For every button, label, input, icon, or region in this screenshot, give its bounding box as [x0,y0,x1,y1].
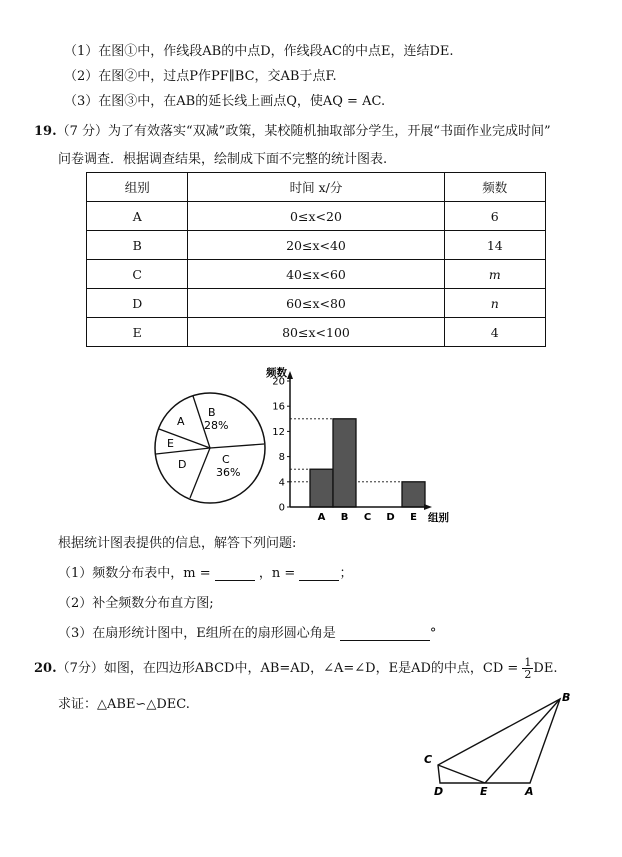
point-label-b: B [562,691,571,704]
table-cell: 80≤x<100 [188,318,444,347]
histogram-bars [310,419,425,507]
table-cell: n [444,289,545,318]
q19-sub1 [58,562,352,581]
frequency-table [86,172,546,347]
x-axis-arrow-icon [424,504,432,510]
q18-part2: （2）在图②中，过点P作PF∥BC，交AB于点F. [64,69,337,84]
q20-text-end: DE. [533,661,558,676]
table-cell: 0≤x<20 [188,202,444,231]
y-tick-label: 8 [278,452,285,464]
quadrilateral-abcd [438,699,560,783]
x-tick-label: C [363,512,372,523]
q19-number: 19. [34,124,57,139]
pie-label-c: C [222,453,230,466]
pie-label-b-percent: 28% [204,419,229,432]
q18-part3: （3）在图③中，在AB的延长线上画点Q，使AQ = AC. [64,94,386,109]
table-cell: B [87,231,188,260]
answer-blank-angle[interactable] [340,640,430,641]
table-cell: D [87,289,188,318]
x-tick-label: B [340,512,349,523]
q19-intro-line1 [34,120,551,139]
table-cell: 60≤x<80 [188,289,444,318]
y-tick-label: 20 [272,376,285,388]
pie-label-c-percent: 36% [216,466,241,479]
table-cell: C [87,260,188,289]
answer-blank-n[interactable] [299,580,339,581]
y-tick-label: 0 [278,502,285,514]
table-cell: 6 [444,202,545,231]
sub1-mid: ，n = [258,566,296,581]
quadrilateral-figure [418,690,578,800]
histogram [262,365,462,527]
table-row [87,289,546,318]
q20-prove: 求证：△ABE∽△DEC. [58,697,190,712]
sub3-prefix: （3）在扇形统计图中，E组所在的扇形圆心角是 [58,626,336,641]
pie-label-e: E [167,437,174,450]
table-row [87,202,546,231]
y-axis-label: 频数 [266,367,287,379]
x-tick-label: E [410,512,417,523]
x-tick-label: D [386,512,395,523]
fraction-denominator: 2 [524,668,532,681]
point-label-d: D [434,785,444,798]
table-cell: 20≤x<40 [188,231,444,260]
pie-label-a: A [177,415,185,428]
y-tick-label: 12 [272,426,285,438]
q19-sub3 [58,622,436,641]
sub3-suffix: ° [429,626,437,641]
q19-intro-line2: 问卷调查．根据调查结果，绘制成下面不完整的统计图表. [58,152,388,167]
y-tick-label: 16 [272,401,285,413]
x-tick-labels [318,512,417,523]
histogram-bar-a [310,469,333,507]
q19-ask: 根据统计图表提供的信息，解答下列问题: [58,536,297,551]
table-cell: A [87,202,188,231]
table-row [87,260,546,289]
y-tick-label: 4 [278,477,285,489]
pie-chart [150,388,270,508]
sub1-suffix: ； [339,566,353,581]
segment-be [485,699,560,783]
x-axis-label: 组别 [428,512,449,524]
table-header-cell: 组别 [87,173,188,202]
sub1-prefix: （1）频数分布表中，m = [58,566,211,581]
q20-statement [34,657,557,680]
histogram-bar-b [333,419,356,507]
table-header-cell: 频数 [444,173,545,202]
pie-label-d: D [178,458,187,471]
table-header-row [87,173,546,202]
table-row [87,318,546,347]
y-axis-arrow-icon [287,371,293,379]
table-cell: 14 [444,231,545,260]
q19-sub2: （2）补全频数分布直方图; [58,596,214,611]
segment-ce [438,765,485,783]
histogram-bar-e [402,482,425,507]
y-tick-labels [272,377,290,514]
x-tick-label: A [317,512,326,523]
table-cell: E [87,318,188,347]
point-label-a: A [525,785,534,798]
table-row [87,231,546,260]
table-cell: 40≤x<60 [188,260,444,289]
pie-label-b: B [208,406,216,419]
fraction-one-half [522,657,533,680]
point-label-e: E [480,785,488,798]
q20-number: 20. [34,661,57,676]
answer-blank-m[interactable] [215,580,255,581]
table-header-cell: 时间 x/分 [188,173,444,202]
q20-text: （7分）如图，在四边形ABCD中，AB=AD，∠A=∠D，E是AD的中点，CD = [56,661,519,676]
q18-part1: （1）在图①中，作线段AB的中点D，作线段AC的中点E，连结DE. [64,44,454,59]
point-label-c: C [424,753,433,766]
table-cell: m [444,260,545,289]
fraction-numerator: 1 [524,656,532,669]
q19-intro-text: （7 分）为了有效落实“双减”政策，某校随机抽取部分学生，开展“书面作业完成时间” [56,124,551,139]
table-cell: 4 [444,318,545,347]
